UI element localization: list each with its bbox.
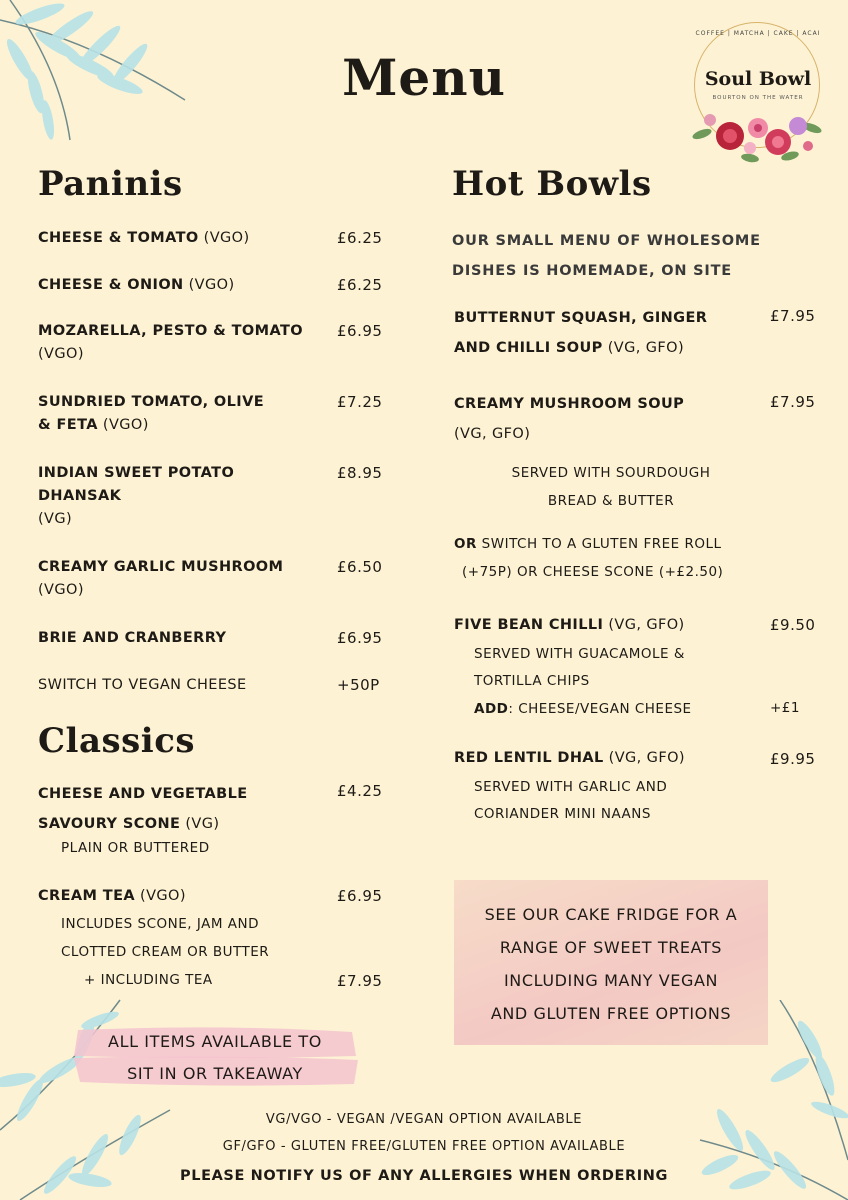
menu-item-sundried-tomato bbox=[38, 391, 328, 437]
classics-heading: Classics bbox=[38, 721, 196, 761]
soul-bowl-logo bbox=[690, 18, 826, 168]
add-label: ADD bbox=[474, 701, 509, 717]
item-tag: (VGO) bbox=[203, 230, 250, 246]
menu-item-savoury-scone bbox=[38, 779, 328, 839]
menu-item-red-lentil-dhal bbox=[454, 747, 764, 770]
cream-tea-note-line2: CLOTTED CREAM OR BUTTER bbox=[61, 944, 270, 960]
logo-name: Soul Bowl bbox=[704, 68, 812, 90]
cream-tea-note-line3: + INCLUDING TEA bbox=[84, 972, 213, 988]
item-name: CHEESE & ONION bbox=[38, 277, 184, 293]
hot-bowls-heading: Hot Bowls bbox=[452, 164, 652, 204]
menu-item-garlic-mushroom bbox=[38, 556, 328, 602]
chilli-note-line2: TORTILLA CHIPS bbox=[474, 673, 590, 689]
logo-top-text: COFFEE | MATCHA | CAKE | ACAI bbox=[695, 30, 821, 37]
cake-line2: RANGE OF SWEET TREATS bbox=[499, 938, 723, 957]
item-name-line1: CHEESE AND VEGETABLE bbox=[38, 786, 248, 802]
served-with-sourdough bbox=[454, 459, 768, 515]
price-vegan-cheese: +50P bbox=[337, 676, 380, 694]
switch-line1: SWITCH TO A GLUTEN FREE ROLL bbox=[481, 536, 722, 552]
item-name-line1: INDIAN SWEET POTATO bbox=[38, 465, 235, 481]
dhal-note-line1: SERVED WITH GARLIC AND bbox=[474, 779, 668, 795]
item-name: BRIE AND CRANBERRY bbox=[38, 630, 227, 646]
cake-line4: AND GLUTEN FREE OPTIONS bbox=[490, 1004, 732, 1023]
menu-item-cheese-tomato bbox=[38, 227, 328, 250]
item-name: MOZARELLA, PESTO & TOMATO bbox=[38, 323, 303, 339]
item-tag: (VGO) bbox=[140, 888, 186, 904]
menu-item-butternut-soup bbox=[454, 303, 764, 363]
item-tag: (VG, GFO) bbox=[608, 617, 685, 633]
item-tag: (VGO) bbox=[38, 346, 84, 362]
item-name: FIVE BEAN CHILLI bbox=[454, 617, 604, 633]
price-sundried-tomato: £7.25 bbox=[337, 393, 383, 411]
item-tag: (VG) bbox=[185, 816, 220, 832]
price-cream-tea: £6.95 bbox=[337, 887, 383, 905]
price-chilli-add: +£1 bbox=[770, 700, 800, 716]
item-name: CHEESE & TOMATO bbox=[38, 230, 199, 246]
logo-sub-text: BOURTON ON THE WATER bbox=[712, 95, 804, 101]
dhal-note-line2: CORIANDER MINI NAANS bbox=[474, 806, 651, 822]
cream-tea-note-line1: INCLUDES SCONE, JAM AND bbox=[61, 916, 260, 932]
price-savoury-scone: £4.25 bbox=[337, 782, 383, 800]
item-tag: (VG, GFO) bbox=[608, 750, 685, 766]
price-mushroom-soup: £7.95 bbox=[770, 393, 816, 411]
menu-item-mushroom-soup bbox=[454, 389, 764, 449]
menu-item-brie-cranberry bbox=[38, 627, 328, 650]
menu-item-cream-tea bbox=[38, 885, 328, 908]
served-line1: SERVED WITH SOURDOUGH bbox=[511, 465, 711, 481]
price-cheese-tomato: £6.25 bbox=[337, 229, 383, 247]
page-title: Menu bbox=[342, 48, 506, 107]
item-name-line1: SUNDRIED TOMATO, OLIVE bbox=[38, 394, 265, 410]
price-dhansak: £8.95 bbox=[337, 464, 383, 482]
chilli-add-option bbox=[474, 695, 692, 723]
chilli-note-line1: SERVED WITH GUACAMOLE & bbox=[474, 646, 685, 662]
intro-line2: DISHES IS HOMEMADE, ON SITE bbox=[452, 263, 732, 279]
item-tag: (VGO) bbox=[38, 582, 84, 598]
footer-legend-gluten: GF/GFO - GLUTEN FREE/GLUTEN FREE OPTION AVAILABLE bbox=[222, 1139, 626, 1154]
price-five-bean-chilli: £9.50 bbox=[770, 616, 816, 634]
menu-item-five-bean-chilli bbox=[454, 614, 764, 637]
hot-bowls-intro bbox=[452, 226, 792, 286]
price-red-lentil-dhal: £9.95 bbox=[770, 750, 816, 768]
footer-allergy-notice: PLEASE NOTIFY US OF ANY ALLERGIES WHEN ORDERING bbox=[180, 1168, 668, 1184]
item-name: CREAMY MUSHROOM SOUP bbox=[454, 396, 685, 412]
item-name-line2: DHANSAK bbox=[38, 488, 122, 504]
takeaway-line1: ALL ITEMS AVAILABLE TO bbox=[108, 1032, 322, 1051]
switch-line2: (+75P) OR CHEESE SCONE (+£2.50) bbox=[462, 564, 724, 580]
item-name: RED LENTIL DHAL bbox=[454, 750, 604, 766]
price-cheese-onion: £6.25 bbox=[337, 276, 383, 294]
menu-item-dhansak bbox=[38, 462, 328, 531]
footer-legend-vegan: VG/VGO - VEGAN /VEGAN OPTION AVAILABLE bbox=[265, 1112, 583, 1127]
flower-cluster-icon bbox=[690, 106, 826, 168]
item-tag: (VGO) bbox=[102, 417, 149, 433]
cake-line3: INCLUDING MANY VEGAN bbox=[503, 971, 719, 990]
item-tag: (VG, GFO) bbox=[607, 340, 685, 356]
price-brie-cranberry: £6.95 bbox=[337, 629, 383, 647]
item-tag: (VGO) bbox=[188, 277, 235, 293]
add-text: : CHEESE/VEGAN CHEESE bbox=[508, 701, 692, 717]
item-name-line2: SAVOURY SCONE bbox=[38, 816, 181, 832]
menu-item-cheese-onion bbox=[38, 274, 328, 297]
item-name-line2: & FETA bbox=[38, 417, 98, 433]
switch-or: OR bbox=[454, 536, 477, 552]
price-garlic-mushroom: £6.50 bbox=[337, 558, 383, 576]
gluten-free-switch bbox=[454, 530, 784, 586]
item-name-line1: BUTTERNUT SQUASH, GINGER bbox=[454, 310, 708, 326]
price-cream-tea-with-tea: £7.95 bbox=[337, 972, 383, 990]
item-tag: (VG, GFO) bbox=[454, 426, 531, 442]
scone-note: PLAIN OR BUTTERED bbox=[61, 840, 210, 856]
takeaway-line2: SIT IN OR TAKEAWAY bbox=[127, 1064, 303, 1083]
menu-item-mozarella bbox=[38, 320, 328, 366]
cake-line1: SEE OUR CAKE FRIDGE FOR A bbox=[484, 905, 738, 924]
intro-line1: OUR SMALL MENU OF WHOLESOME bbox=[452, 233, 761, 249]
price-mozarella: £6.95 bbox=[337, 322, 383, 340]
item-name: CREAM TEA bbox=[38, 888, 136, 904]
vegan-cheese-option: SWITCH TO VEGAN CHEESE bbox=[38, 677, 247, 693]
takeaway-text bbox=[70, 1026, 360, 1090]
cake-fridge-box bbox=[454, 880, 768, 1045]
paninis-heading: Paninis bbox=[38, 164, 183, 204]
price-butternut-soup: £7.95 bbox=[770, 307, 816, 325]
item-name-line2: AND CHILLI SOUP bbox=[454, 340, 603, 356]
served-line2: BREAD & BUTTER bbox=[547, 493, 675, 509]
item-name: CREAMY GARLIC MUSHROOM bbox=[38, 559, 284, 575]
cake-fridge-text bbox=[454, 898, 768, 1030]
item-tag: (VG) bbox=[38, 511, 73, 527]
